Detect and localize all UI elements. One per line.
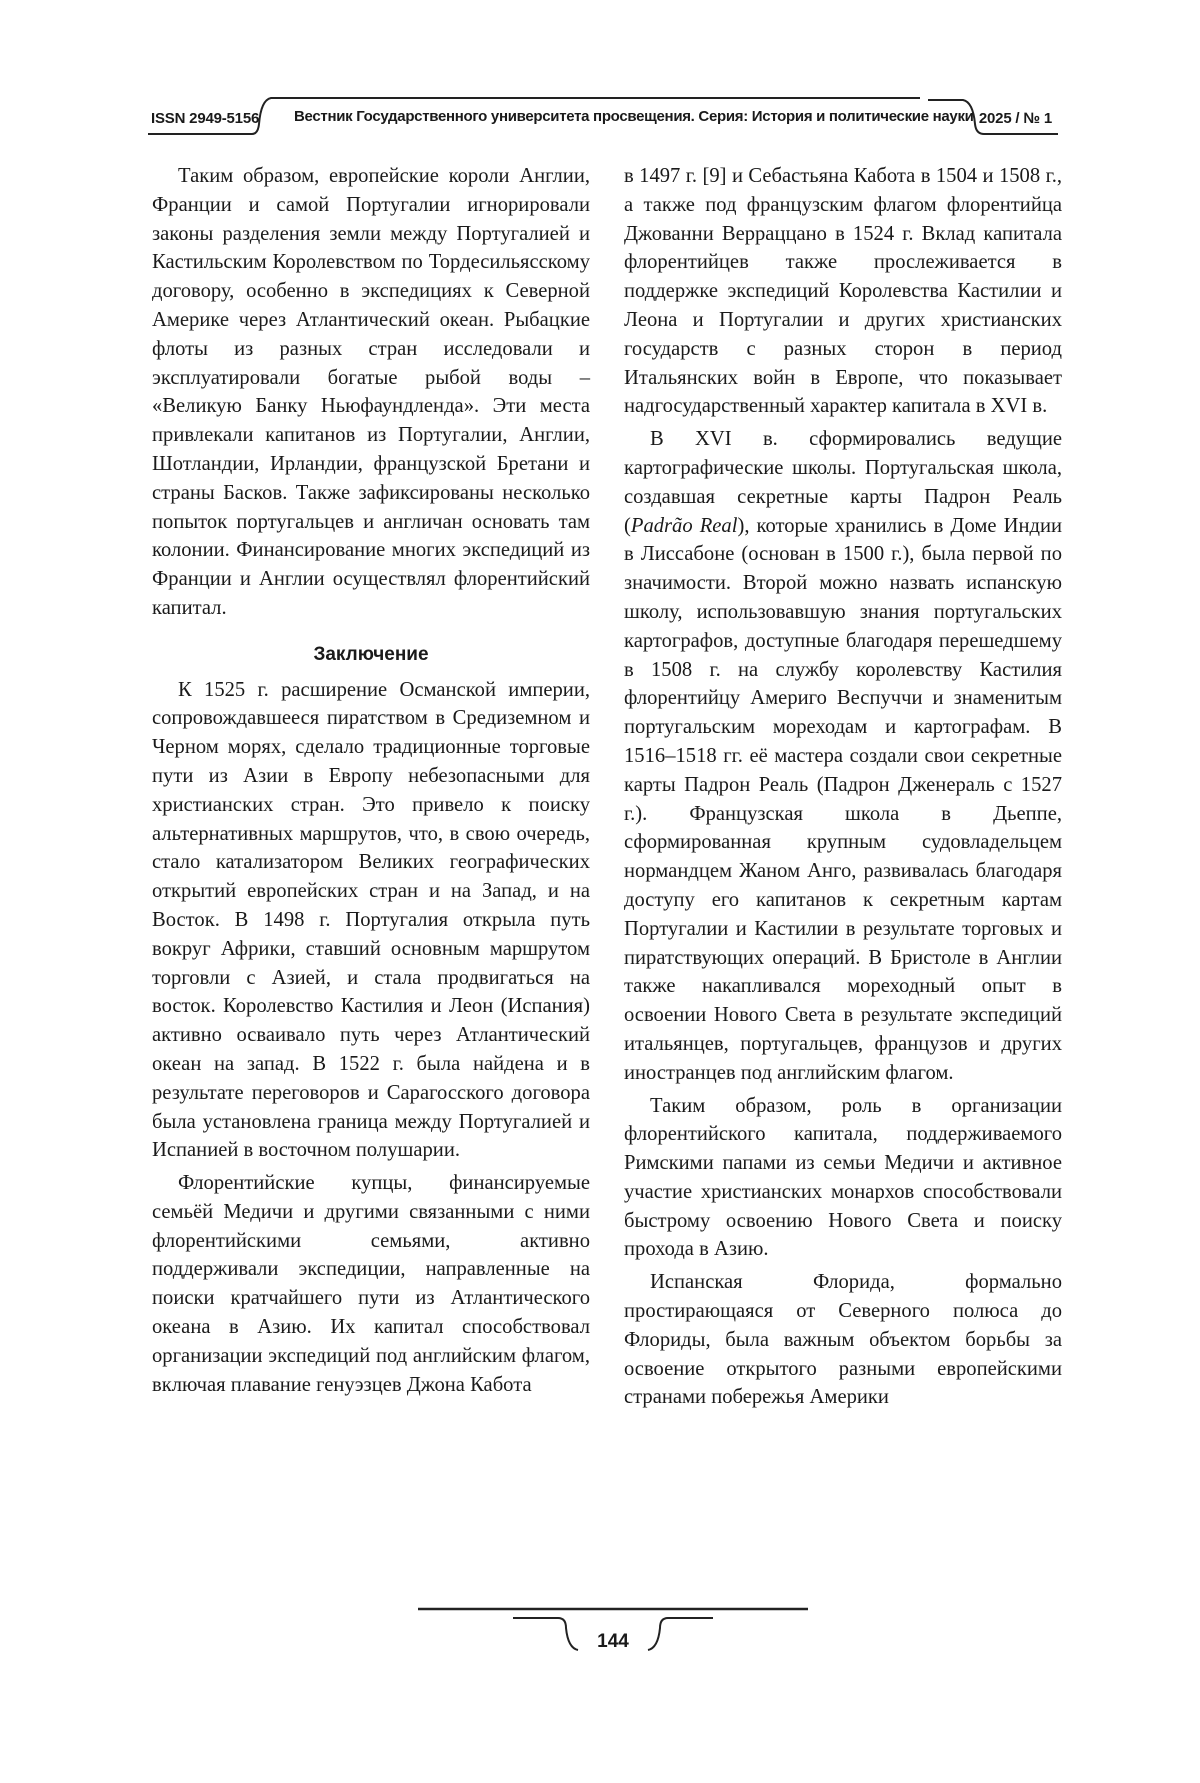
paragraph: в 1497 г. [9] и Себастьяна Кабота в 1504 и 1508 г., а также под французским флагом флорентийца Джованни Верраццано в 1524 г. Вклад капитала флорентийцев также прослеживается в поддержке экспедиций Королевства Кастилии и Леона и Португалии и других христианских государств с разных сторон в период Итальянских войн в Европе, что показывает надгосударственный характер капитала в XVI в. [624,165,1062,418]
page-footer [418,1606,808,1666]
paragraph: Таким образом, роль в организации флорентийского капитала, поддерживаемого Римскими папами из семьи Медичи и активное участие христианских монархов способствовали быстрому освоению Нового Света и поиску прохода в Азию. [624,1094,1062,1261]
issn: ISSN 2949-5156 [151,110,260,127]
text-run: В XVI в. сформировались ведущие картографические школы. Португальская школа, создавшая секретные карты Падрон Реаль ( [624,428,1062,537]
text-run: ), которые хранились в Доме Индии в Лиссабоне (основан в 1500 г.), была первой по значимости. Второй можно назвать испанскую школу, использовавшую знания португальских картографов, доступные благодаря перешедшему в 1508 г. на службу королевству Кастилия флорентийцу Америго Веспуччи и знаменитым португальским мореходам и картографам. В 1516–1518 гг. её мастера создали свои секретные карты Падрон Реаль (Падрон Дженераль с 1527 г.). Французская школа в Дьеппе, сформированная крупным судовладельцем нормандцем Жаном Анго, развивалась благодаря доступу его капитанов к секретным картам Португалии и Кастилии в результате торговых и пиратствующих операций. В Бристоле в Англии также накапливался мореходный опыт в освоении Нового Света в результате экспедиций итальянцев, португальцев, французов и других иностранцев под английским флагом. [624,514,1063,1084]
section-heading: Заключение [313,643,429,665]
paragraph: К 1525 г. расширение Османской империи, сопровождавшееся пиратством в Средиземном и Черном морях, сделало традиционные торговые пути из Азии в Европу небезопасными для христианских стран. Это привело к поиску альтернативных маршрутов, что, в свою очередь, стало катализатором Великих географических открытий европейских стран и на Запад, и на Восток. В 1498 г. Португалия открыла путь вокруг Африки, ставший основным маршрутом торговли с Азией, и стала продвигаться на восток. Королевство Кастилия и Леон (Испания) активно осваивало путь через Атлантический океан на запад. В 1522 г. была найдена и в результате переговоров и Сарагосского договора была установлена граница между Португалией и Испанией в восточном полушарии. [152,678,590,1162]
paragraph: Таким образом, европейские короли Англии, Франции и самой Португалии игнорировали законы разделения земли между Португалией и Кастильским Королевством по Тордесильясскому договору, особенно в экспедициях к Северной Америке через Атлантический океан. Рыбацкие флоты из разных стран исследовали и эксплуатировали богатые рыбой воды – «Великую Банку Ньюфаундленда». Эти места привлекали капитанов из Португалии, Англии, Шотландии, Ирландии, французской Бретани и страны Басков. Также зафиксированы несколько попыток португальцев и англичан основать там колонии. Финансирование многих экспедиций из Франции и Англии осуществлял флорентийский капитал. [152,165,590,619]
paragraph: Испанская Флорида, формально простирающаяся от Северного полюса до Флориды, была важным объектом борьбы за освоение открытого разными европейскими странами побережья Америки [624,1271,1062,1409]
paragraph [624,425,1062,1087]
right-column [624,162,1062,1416]
journal-title: Вестник Государственного университета просвещения. Серия: История и политические науки [294,108,974,125]
paragraph: Флорентийские купцы, финансируемые семьёй Медичи и другими связанными с ними флорентийскими семьями, активно поддерживали экспедиции, направленные на поиски кратчайшего пути из Атлантического океана в Азию. Их капитал способствовал организации экспедиций под английским флагом, включая плавание генуэзцев Джона Кабота [152,1172,590,1396]
running-header [148,94,1058,138]
left-column [152,162,590,1403]
page-number: 144 [597,1631,629,1652]
italic-term: Padrão Real [630,514,738,537]
issue-number: 2025 / № 1 [978,110,1052,127]
